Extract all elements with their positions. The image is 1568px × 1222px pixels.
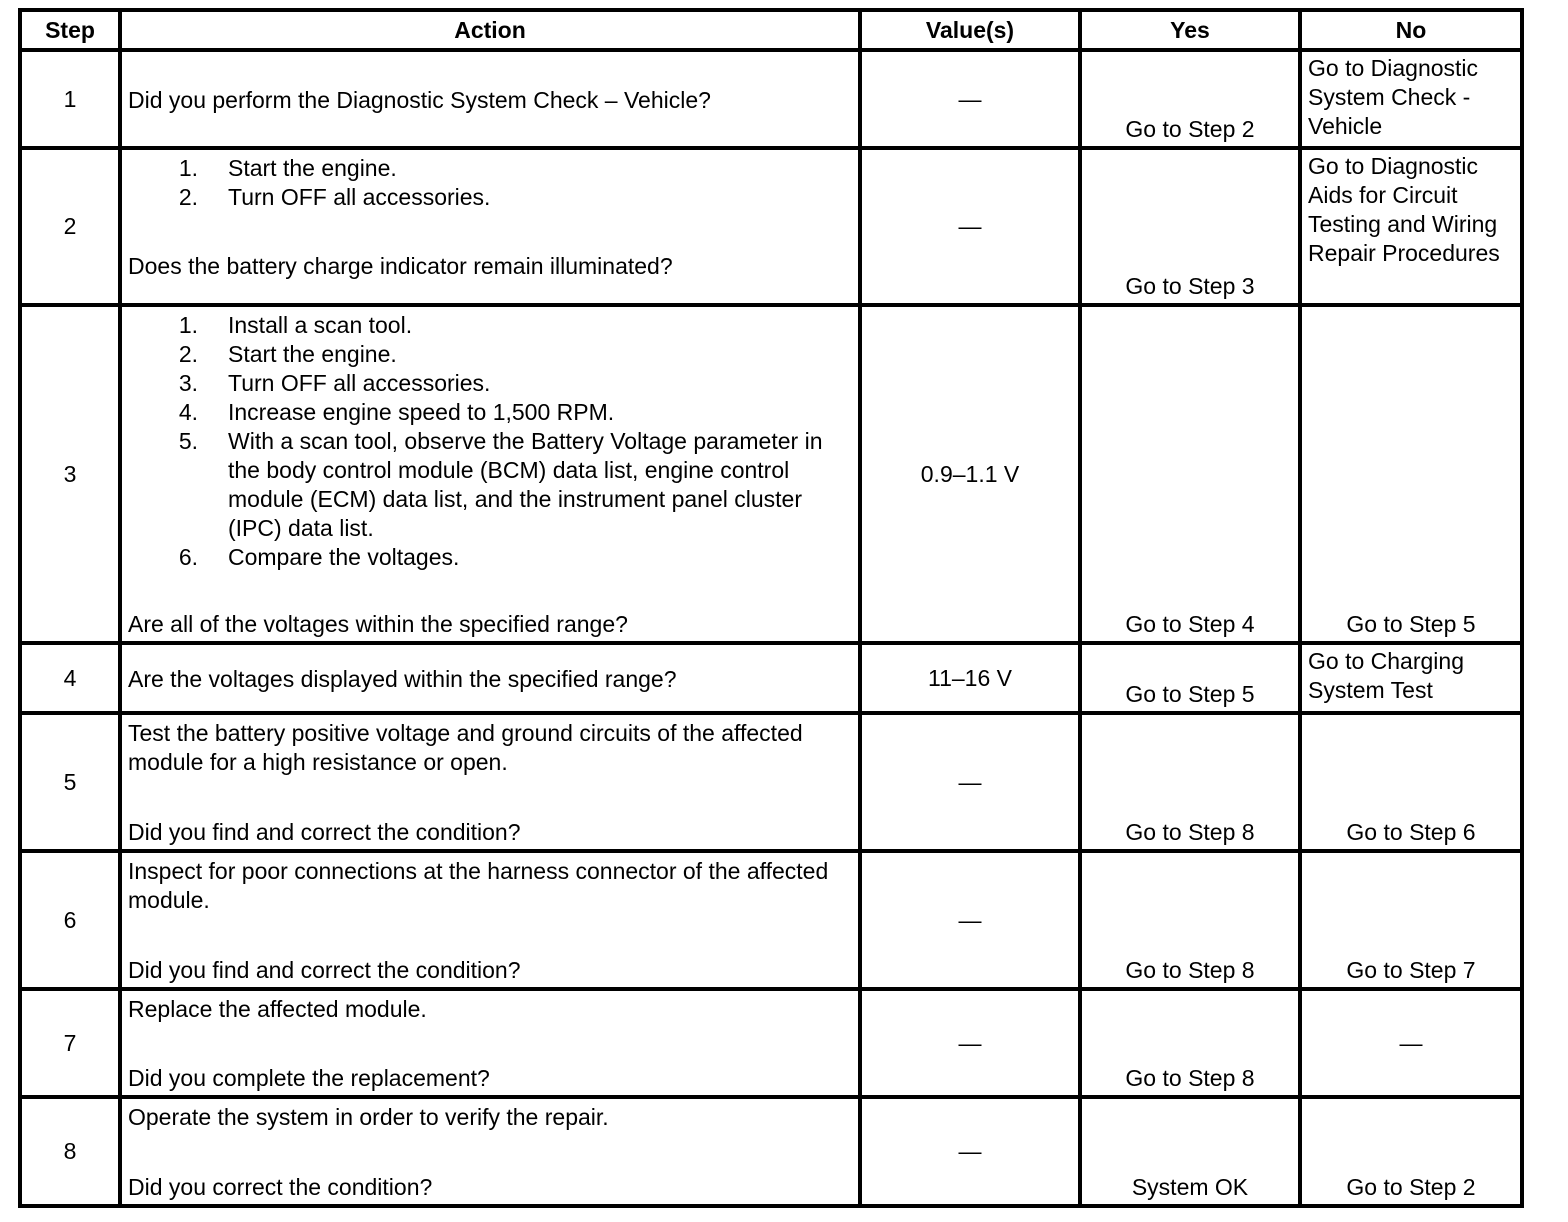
table-row — [20, 50, 1522, 148]
action-cell — [120, 1097, 860, 1206]
no-link: Go to Step 5 — [1346, 611, 1476, 637]
value-text: — — [958, 906, 982, 933]
action-question: Did you correct the condition? — [128, 1174, 433, 1200]
yes-cell — [1080, 148, 1300, 305]
value-cell — [860, 643, 1080, 713]
value-cell — [860, 148, 1080, 305]
action-question: Are all of the voltages within the specified range? — [128, 611, 628, 637]
no-link: Go to Diagnostic System Check - Vehicle — [1308, 55, 1479, 139]
no-link: Go to Charging System Test — [1308, 648, 1464, 703]
action-intro: Operate the system in order to verify the repair. — [128, 1104, 609, 1130]
yes-link: Go to Step 8 — [1125, 1065, 1255, 1091]
action-cell — [120, 305, 860, 643]
action-question: Did you find and correct the condition? — [128, 819, 521, 845]
value-cell — [860, 989, 1080, 1097]
action-cell — [120, 148, 860, 305]
table-row — [20, 305, 1522, 643]
no-link: Go to Step 6 — [1346, 819, 1476, 845]
step-number: 1 — [20, 50, 120, 148]
value-text: — — [958, 213, 982, 239]
step-number: 3 — [20, 305, 120, 643]
action-cell — [120, 989, 860, 1097]
yes-link: Go to Step 5 — [1125, 681, 1255, 707]
yes-link: Go to Step 2 — [1125, 116, 1255, 142]
no-cell — [1300, 989, 1522, 1097]
action-question: Does the battery charge indicator remain illuminated? — [128, 253, 673, 279]
action-question: Did you complete the replacement? — [128, 1065, 490, 1091]
no-cell — [1300, 713, 1522, 851]
action-question: Are the voltages displayed within the specified range? — [128, 665, 677, 692]
no-cell — [1300, 643, 1522, 713]
action-steps — [128, 154, 852, 212]
no-link: Go to Step 2 — [1346, 1174, 1476, 1200]
action-intro: Inspect for poor connections at the harness connector of the affected module. — [128, 858, 829, 913]
yes-link: Go to Step 8 — [1125, 819, 1255, 845]
step-number: 7 — [20, 989, 120, 1097]
action-intro: Replace the affected module. — [128, 996, 427, 1022]
table-row — [20, 851, 1522, 989]
value-text: 0.9–1.1 V — [920, 460, 1020, 487]
value-text: — — [958, 1138, 982, 1164]
action-cell — [120, 851, 860, 989]
value-text: 11–16 V — [928, 664, 1012, 691]
header-action: Action — [120, 10, 860, 50]
header-no: No — [1300, 10, 1522, 50]
action-step: 3. Turn OFF all accessories. — [178, 370, 491, 396]
table-row — [20, 643, 1522, 713]
diagnostic-table — [18, 8, 1524, 1208]
no-cell — [1300, 1097, 1522, 1206]
step-number: 8 — [20, 1097, 120, 1206]
action-step: 6. Compare the voltages. — [178, 544, 460, 570]
yes-link: Go to Step 3 — [1125, 273, 1255, 299]
value-text: — — [958, 768, 982, 795]
header-step: Step — [20, 10, 120, 50]
action-cell — [120, 643, 860, 713]
header-yes: Yes — [1080, 10, 1300, 50]
value-cell — [860, 305, 1080, 643]
no-cell — [1300, 305, 1522, 643]
yes-link: Go to Step 4 — [1125, 611, 1255, 637]
yes-cell — [1080, 851, 1300, 989]
table-row — [20, 989, 1522, 1097]
value-text: — — [958, 1029, 982, 1056]
value-cell — [860, 50, 1080, 148]
action-step: 2. Start the engine. — [178, 341, 397, 367]
yes-cell — [1080, 713, 1300, 851]
table-row — [20, 148, 1522, 305]
step-number: 5 — [20, 713, 120, 851]
value-cell — [860, 713, 1080, 851]
table-row — [20, 1097, 1522, 1206]
yes-cell — [1080, 1097, 1300, 1206]
action-cell — [120, 50, 860, 148]
action-step: 5. With a scan tool, observe the Battery Voltage parameter in the body control module (BCM) data list, engine control module (ECM) data list, and the instrument panel cluster (IPC) data list. — [178, 428, 823, 541]
no-link: — — [1399, 1029, 1423, 1056]
yes-cell — [1080, 989, 1300, 1097]
step-number: 6 — [20, 851, 120, 989]
yes-cell — [1080, 50, 1300, 148]
no-link: Go to Diagnostic Aids for Circuit Testing and Wiring Repair Procedures — [1308, 153, 1500, 266]
action-cell — [120, 713, 860, 851]
step-number: 4 — [20, 643, 120, 713]
value-text: — — [958, 85, 982, 112]
action-intro: Test the battery positive voltage and ground circuits of the affected module for a high resistance or open. — [128, 720, 803, 775]
no-link: Go to Step 7 — [1346, 957, 1476, 983]
no-cell — [1300, 50, 1522, 148]
yes-cell — [1080, 643, 1300, 713]
action-step: 2. Turn OFF all accessories. — [178, 184, 491, 210]
action-question: Did you perform the Diagnostic System Check – Vehicle? — [128, 86, 711, 113]
action-question: Did you find and correct the condition? — [128, 957, 521, 983]
no-cell — [1300, 851, 1522, 989]
header-values: Value(s) — [860, 10, 1080, 50]
value-cell — [860, 1097, 1080, 1206]
action-step: 4. Increase engine speed to 1,500 RPM. — [178, 399, 615, 425]
action-steps — [128, 311, 852, 572]
yes-link: Go to Step 8 — [1125, 957, 1255, 983]
action-step: 1. Start the engine. — [178, 155, 397, 181]
step-number: 2 — [20, 148, 120, 305]
no-cell — [1300, 148, 1522, 305]
table-row — [20, 713, 1522, 851]
yes-link: System OK — [1131, 1174, 1249, 1200]
header-row — [20, 10, 1522, 50]
action-step: 1. Install a scan tool. — [178, 312, 413, 338]
yes-cell — [1080, 305, 1300, 643]
value-cell — [860, 851, 1080, 989]
